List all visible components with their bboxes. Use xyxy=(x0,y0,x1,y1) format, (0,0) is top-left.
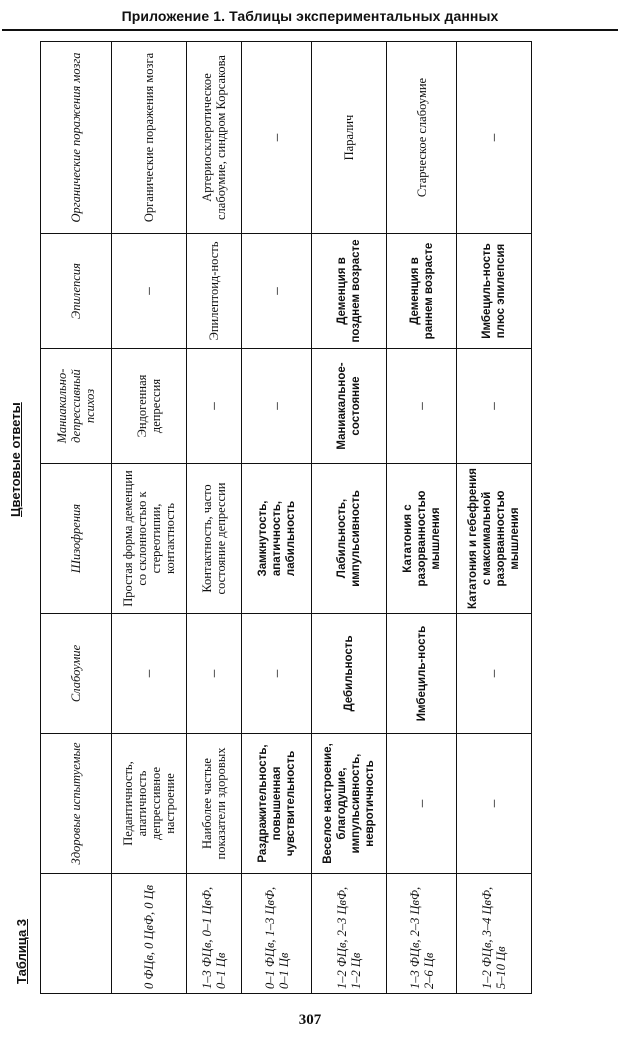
table-row xyxy=(187,42,242,994)
table-number: Таблица 3 xyxy=(14,918,29,984)
table-cell: – xyxy=(112,614,187,734)
table-cell: – xyxy=(457,42,532,234)
table-cell: Дебильность xyxy=(312,614,387,734)
table-cell: – xyxy=(387,734,457,874)
header-cell: Маниакально-депрессивный психоз xyxy=(41,349,112,464)
row-key: 0–1 ФЦв, 1–3 ЦвФ, 0–1 Цв xyxy=(242,874,312,994)
table-cell: – xyxy=(187,614,242,734)
table-cell: Имбециль-ность плюс эпилепсия xyxy=(457,234,532,349)
table-cell: – xyxy=(242,614,312,734)
row-key: 0 ФЦв, 0 ЦвФ, 0 Цв xyxy=(112,874,187,994)
table-cell: Деменция в раннем возрасте xyxy=(387,234,457,349)
table-row xyxy=(457,42,532,994)
table-cell: Артериосклеротическое слабоумие, синдром Корсакова xyxy=(187,42,242,234)
table-cell: Старческое слабоумие xyxy=(387,42,457,234)
table-row xyxy=(112,42,187,994)
table-row xyxy=(387,42,457,994)
header-cell: Шизофрения xyxy=(41,464,112,614)
table-header-row xyxy=(41,42,112,994)
header-cell: Здоровые испытуемые xyxy=(41,734,112,874)
table-cell: – xyxy=(242,234,312,349)
table-cell: – xyxy=(242,42,312,234)
header-cell xyxy=(41,874,112,994)
table-cell: Органические поражения мозга xyxy=(112,42,187,234)
table-cell: – xyxy=(457,349,532,464)
header-cell: Органические поражения мозга xyxy=(41,42,112,234)
table-cell: – xyxy=(112,234,187,349)
table-cell: Деменция в позднем возрасте xyxy=(312,234,387,349)
row-key: 1–2 ФЦв, 2–3 ЦвФ, 1–2 Цв xyxy=(312,874,387,994)
table-cell: – xyxy=(187,349,242,464)
table-cell: Лабильность, импульсивность xyxy=(312,464,387,614)
table-cell: Педантичность, апатичность депрессивное настроение xyxy=(112,734,187,874)
table-cell: Простая форма деменции со склонностью к стереотипии, контактность xyxy=(112,464,187,614)
table-row xyxy=(312,42,387,994)
row-key: 1–2 ФЦв, 3–4 ЦвФ, 5–10 Цв xyxy=(457,874,532,994)
table-cell: – xyxy=(242,349,312,464)
row-key: 1–3 ФЦв, 2–3 ЦвФ, 2–6 Цв xyxy=(387,874,457,994)
table-cell: Кататония с разорванностью мышления xyxy=(387,464,457,614)
table-row xyxy=(242,42,312,994)
header-cell: Слабоумие xyxy=(41,614,112,734)
table-cell: Наиболее частые показатели здоровых xyxy=(187,734,242,874)
table-cell: Имбециль-ность xyxy=(387,614,457,734)
table-cell: Замкнутость, апатичность, лабильность xyxy=(242,464,312,614)
group-title: Цветовые ответы xyxy=(8,402,23,517)
table-cell: Кататония и гебефрения с максимальной разорванностью мышления xyxy=(457,464,532,614)
table-cell: – xyxy=(457,734,532,874)
table-cell: Эпилептоид-ность xyxy=(187,234,242,349)
data-table xyxy=(40,41,532,994)
running-header: Приложение 1. Таблицы экспериментальных данных xyxy=(121,8,499,24)
table-cell: – xyxy=(457,614,532,734)
table-cell: Эндогенная депрессия xyxy=(112,349,187,464)
page-number: 307 xyxy=(298,1012,322,1028)
table-cell: Маниакальное-состояние xyxy=(312,349,387,464)
table-cell: – xyxy=(387,349,457,464)
table-cell: Контактность, часто состояние депрессии xyxy=(187,464,242,614)
row-key: 1–3 ФЦв, 0–1 ЦвФ, 0–1 Цв xyxy=(187,874,242,994)
header-cell: Эпилепсия xyxy=(41,234,112,349)
table-cell: Раздражительность, повышенная чувствительность xyxy=(242,734,312,874)
table-cell: Веселое настроение, благодушие, импульсивность, невротичность xyxy=(312,734,387,874)
table-cell: Паралич xyxy=(312,42,387,234)
